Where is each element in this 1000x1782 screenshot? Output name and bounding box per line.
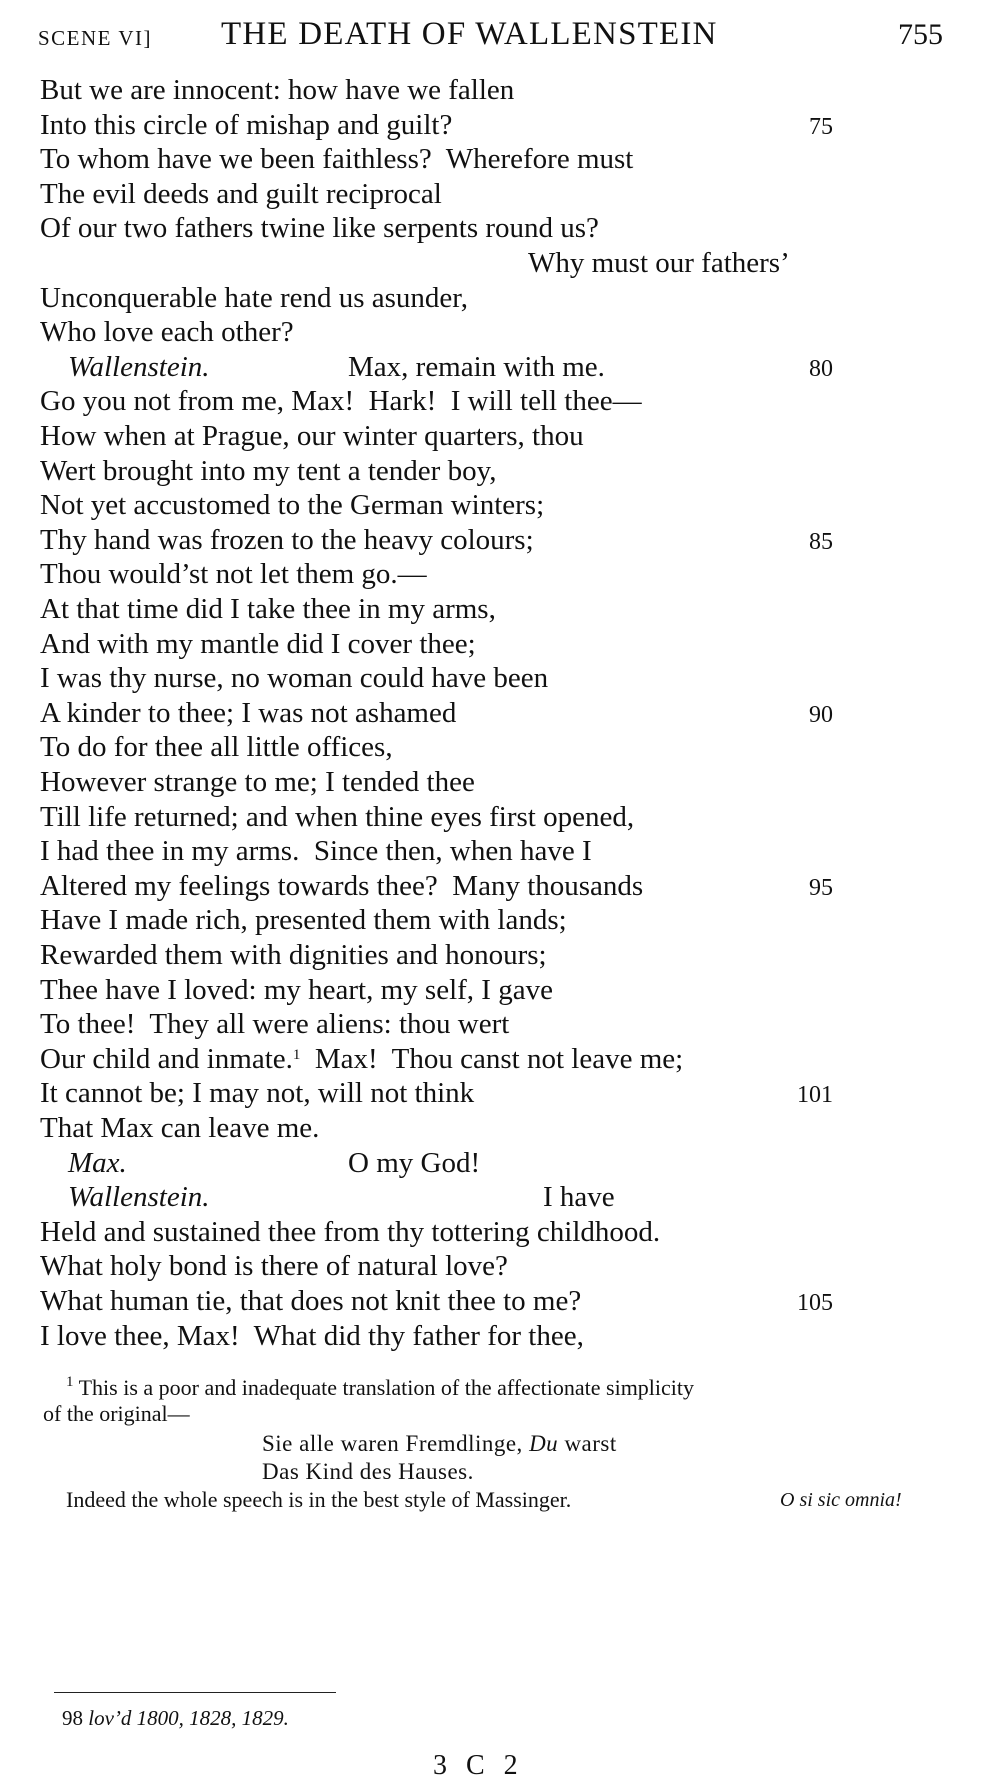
verse-line [40, 1319, 584, 1353]
line-number: 85 [809, 529, 833, 555]
line-number: 95 [809, 875, 833, 901]
verse-line [40, 557, 427, 591]
verse-text: Our child and inmate. [40, 1043, 293, 1075]
verse-line [40, 800, 634, 834]
verse-text: Thy hand was frozen to the heavy colours; [40, 524, 534, 556]
verse-text: To whom have we been faithless? Wherefore must [40, 143, 634, 175]
footnote-line: Indeed the whole speech is in the best style of Massinger. [66, 1487, 572, 1512]
page-number: 755 [898, 18, 943, 51]
speaker-name: Max. [68, 1147, 127, 1179]
verse-text: How when at Prague, our winter quarters, thou [40, 420, 584, 452]
verse-line [40, 1042, 683, 1076]
verse-line [40, 1111, 319, 1145]
line-number: 75 [809, 114, 833, 140]
footnote-quote-line: Sie alle waren Fremdlinge, Du warst [262, 1431, 617, 1456]
verse-text: To thee! They all were aliens: thou wert [40, 1008, 510, 1040]
verse-line [40, 211, 599, 245]
line-number: 105 [797, 1290, 833, 1316]
speech-text: Max, remain with me. [348, 351, 605, 383]
speech-line [68, 1180, 615, 1214]
verse-text: But we are innocent: how have we fallen [40, 74, 515, 106]
verse-text: It cannot be; I may not, will not think [40, 1077, 475, 1109]
verse-line [40, 696, 456, 730]
verse-line [40, 384, 642, 418]
verse-text: Not yet accustomed to the German winters; [40, 489, 545, 521]
scene-label: SCENE VI] [38, 26, 153, 50]
verse-text: A kinder to thee; I was not ashamed [40, 697, 457, 729]
verse-text: Max! Thou canst not leave me; [300, 1043, 684, 1075]
verse-line [40, 1076, 474, 1110]
footnote-latin: O si sic omnia! [780, 1489, 902, 1511]
verse-text: Altered my feelings towards thee? Many thousands [40, 870, 644, 902]
verse-text: That Max can leave me. [40, 1112, 320, 1144]
verse-line [40, 488, 544, 522]
verse-text: What human tie, that does not knit thee to me? [40, 1285, 582, 1317]
speech-text: I have [543, 1181, 615, 1213]
footnote-marker: 1 [66, 1374, 74, 1390]
textual-variant: 98 lov’d 1800, 1828, 1829. [62, 1706, 289, 1730]
verse-line [40, 765, 475, 799]
verse-line [40, 869, 643, 903]
verse-text: What holy bond is there of natural love? [40, 1250, 508, 1282]
verse-text: Why must our fathers’ [528, 247, 790, 279]
line-number: 80 [809, 356, 833, 382]
verse-line [40, 592, 496, 626]
verse-line [40, 973, 553, 1007]
verse-text: At that time did I take thee in my arms, [40, 593, 496, 625]
verse-line [40, 1284, 581, 1318]
verse-text: I had thee in my arms. Since then, when have I [40, 835, 592, 867]
verse-text: Held and sustained thee from thy tottering childhood. [40, 1216, 661, 1248]
speaker-name: Wallenstein. [68, 351, 210, 383]
verse-line [40, 1249, 508, 1283]
verse-line [40, 730, 393, 764]
verse-line [40, 454, 496, 488]
verse-line [40, 315, 294, 349]
verse-text: Of our two fathers twine like serpents round us? [40, 212, 599, 244]
verse-text: Thou would’st not let them go.— [40, 558, 427, 590]
speech-text: O my God! [348, 1147, 481, 1179]
verse-text: Unconquerable hate rend us asunder, [40, 282, 469, 314]
line-number: 101 [797, 1082, 833, 1108]
running-title: THE DEATH OF WALLENSTEIN [221, 16, 718, 52]
footnote-line: $^1$ This is a poor and inadequate translation of the affectionate simplicity [66, 1374, 695, 1400]
verse-text: Thee have I loved: my heart, my self, I gave [40, 974, 553, 1006]
speech-line [68, 1146, 481, 1180]
verse-text: Rewarded them with dignities and honours; [40, 939, 547, 971]
verse-line [40, 73, 514, 107]
verse-line [40, 108, 452, 142]
footnote-quote-line: Das Kind des Hauses. [262, 1459, 474, 1484]
verse-line [40, 627, 476, 661]
verse-text: Wert brought into my tent a tender boy, [40, 455, 497, 487]
verse-line [40, 419, 584, 453]
verse-text: To do for thee all little offices, [40, 731, 393, 763]
verse-text: However strange to me; I tended thee [40, 766, 475, 798]
verse-text: Who love each other? [40, 316, 294, 348]
running-header [38, 14, 943, 64]
line-number: 90 [809, 702, 833, 728]
verse-line [40, 834, 592, 868]
verse-line [40, 938, 547, 972]
verse-text: The evil deeds and guilt reciprocal [40, 178, 442, 210]
footnote-reference: 1 [292, 1047, 301, 1063]
verse-text: I love thee, Max! What did thy father for thee, [40, 1320, 584, 1352]
signature-mark: 3 C 2 [433, 1750, 524, 1781]
footnote-line: of the original— [43, 1401, 190, 1426]
verse-line [40, 661, 548, 695]
verse-line [40, 177, 442, 211]
speaker-name: Wallenstein. [68, 1181, 210, 1213]
verse-text: Till life returned; and when thine eyes first opened, [40, 801, 635, 833]
verse-line [40, 523, 534, 557]
verse-text: I was thy nurse, no woman could have been [40, 662, 549, 694]
speech-line [68, 350, 605, 384]
verse-line [528, 246, 790, 280]
verse-line [40, 281, 468, 315]
verse-text: Into this circle of mishap and guilt? [40, 109, 453, 141]
verse-line [40, 142, 633, 176]
verse-text: Have I made rich, presented them with lands; [40, 904, 567, 936]
verse-text: Go you not from me, Max! Hark! I will tell thee— [40, 385, 642, 417]
verse-line [40, 1007, 509, 1041]
verse-line [40, 903, 567, 937]
footnote-rule [54, 1692, 336, 1693]
verse-line [40, 1215, 660, 1249]
verse-text: And with my mantle did I cover thee; [40, 628, 476, 660]
